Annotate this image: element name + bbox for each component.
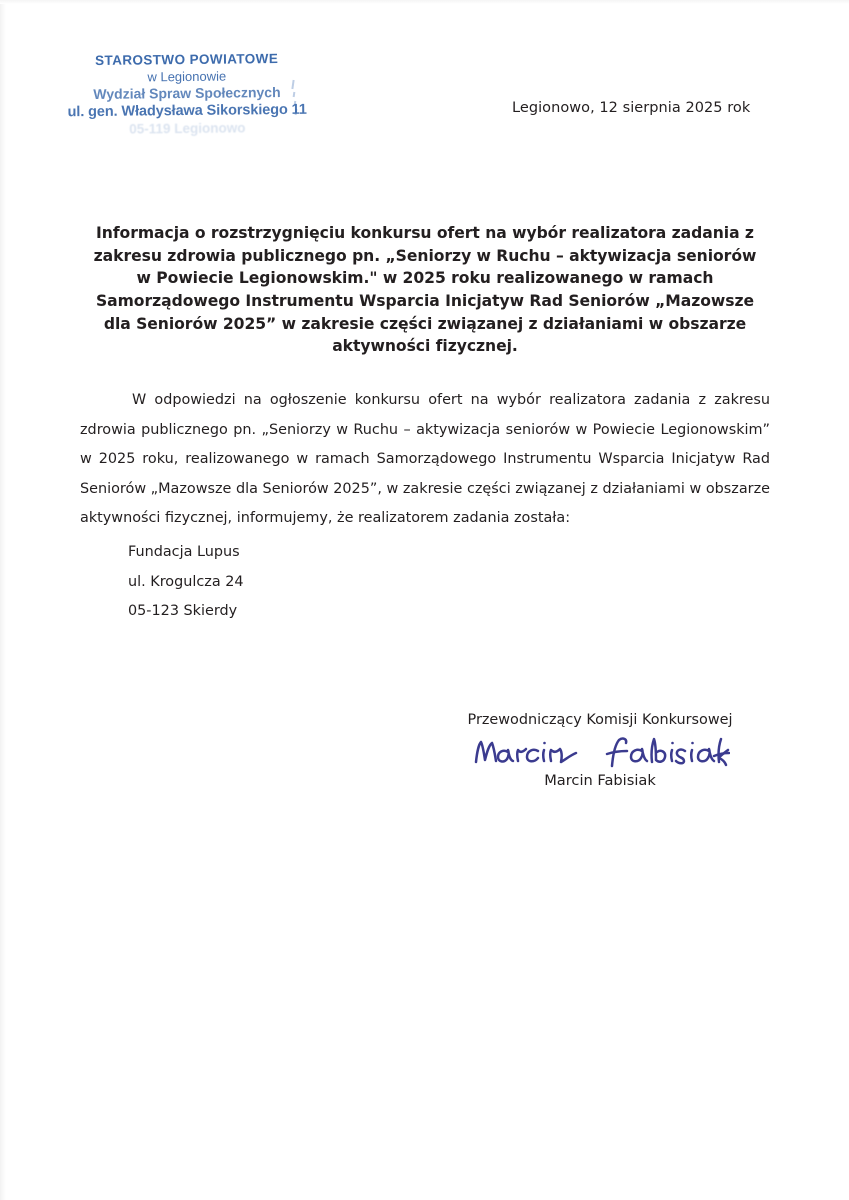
handwritten-signature-icon [470, 732, 730, 774]
stamp-postal-city: 05-119 Legionowo [129, 120, 246, 137]
signatory-role: Przewodniczący Komisji Konkursowej [467, 712, 733, 728]
office-stamp [56, 51, 319, 139]
signatory-printed-name: Marcin Fabisiak [544, 772, 656, 789]
stamp-department: Wydział Spraw Społecznych [93, 84, 281, 103]
selected-entity-address [128, 538, 244, 627]
stamp-street-address: ul. gen. Władysława Sikorskiego 11 [67, 101, 307, 121]
scan-edge-artifact-top [0, 0, 849, 4]
stamp-office-city: w Legionowie [147, 68, 227, 85]
stamp-office-name: STAROSTWO POWIATOWE [95, 51, 279, 68]
entity-postal-city: 05-123 Skierdy [128, 603, 238, 620]
body-paragraph: W odpowiedzi na ogłoszenie konkursu ofert na wybór realizatora zadania z zakresu zdrowia publicznego pn. „Seniorzy w Ruchu – aktywizacja seniorów w Powiecie Legionowskim” w 2025 roku, realizowanego w ramach Samorządowego Instrumentu Wsparcia Inicjatyw Rad Seniorów „Mazowsze dla Seniorów 2025”, w zakresie części związanej z działaniami w obszarze aktywności fizycznej, informujemy, że realizatorem zadania została: [80, 392, 770, 527]
entity-street: ul. Krogulcza 24 [128, 573, 244, 590]
entity-name: Fundacja Lupus [128, 544, 240, 560]
document-title: Informacja o rozstrzygnięciu konkursu ofert na wybór realizatora zadania z zakresu zdrowia publicznego pn. „Seniorzy w Ruchu – aktywizacja seniorów w Powiecie Legionowskim." w 2025 roku realizowanego w ramach Samorządowego Instrumentu Wsparcia Inicjatyw Rad Seniorów „Mazowsze dla Seniorów 2025” w zakresie części związanej z działaniami w obszarze aktywności fizycznej. [93, 224, 757, 356]
scan-edge-artifact-left [0, 0, 6, 1200]
signature-block [410, 712, 790, 789]
place-and-date: Legionowo, 12 sierpnia 2025 rok [512, 100, 751, 116]
